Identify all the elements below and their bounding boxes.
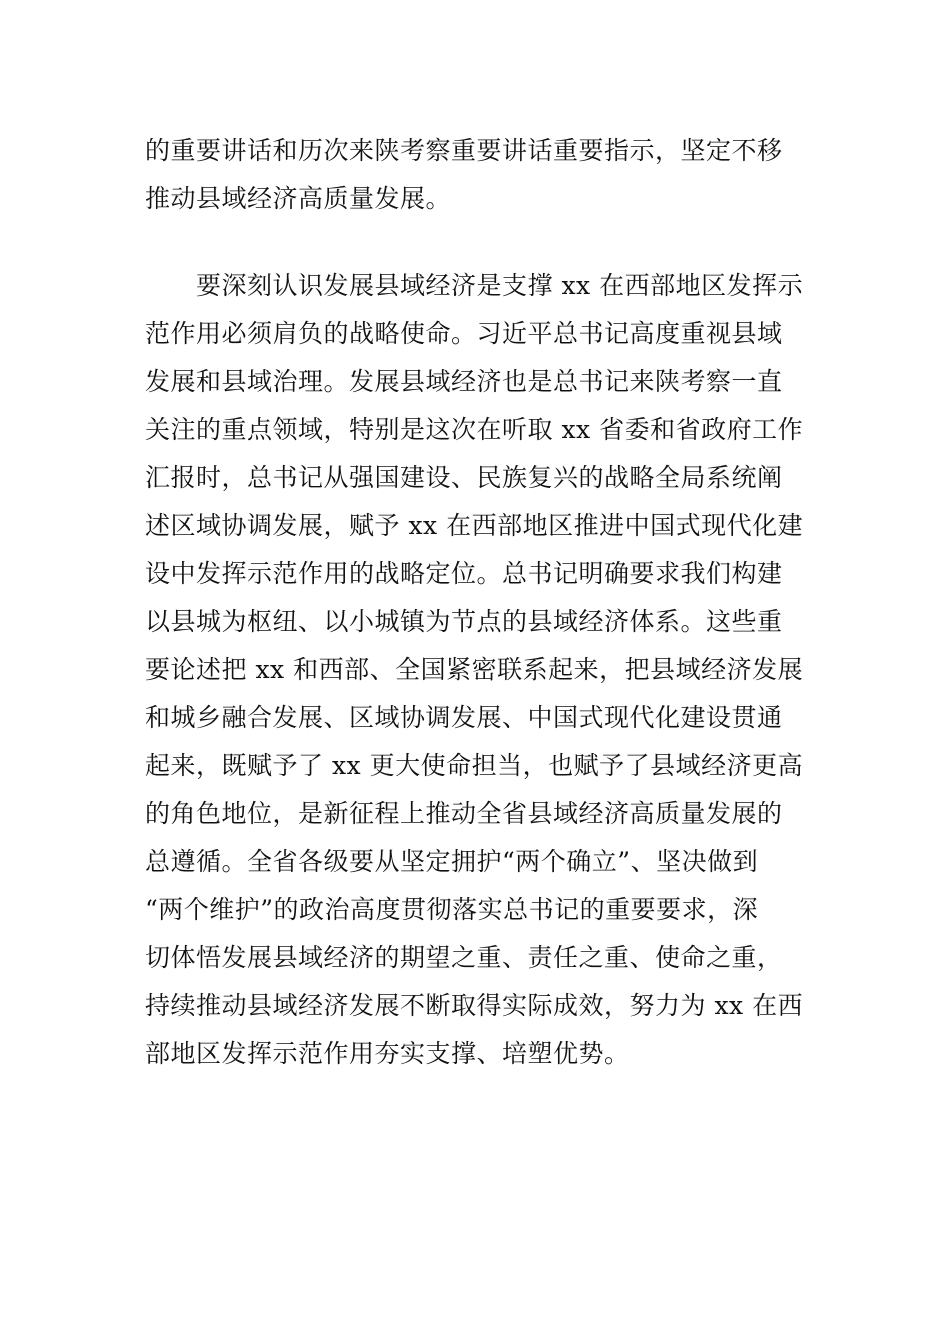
paragraph-line: 推动县域经济高质量发展。	[145, 184, 452, 213]
paragraph-line: 设中发挥示范作用的战略定位。总书记明确要求我们构建	[145, 559, 783, 588]
paragraph-line: 述区域协调发展，赋予 xx 在西部地区推进中国式现代化建	[145, 511, 804, 540]
paragraph-line: 持续推动县域经济发展不断取得实际成效，努力为 xx 在西	[145, 991, 804, 1020]
paragraph-line: 总遵循。全省各级要从坚定拥护“两个确立”、坚决做到	[145, 847, 759, 876]
paragraph-line: 要深刻认识发展县域经济是支撑 xx 在西部地区发挥示	[196, 271, 804, 300]
paragraph-line: 的角色地位，是新征程上推动全省县域经济高质量发展的	[145, 799, 783, 828]
paragraph-line: 发展和县域治理。发展县域经济也是总书记来陕考察一直	[145, 367, 783, 396]
paragraph-2	[145, 262, 805, 1078]
paragraph-line: 要论述把 xx 和西部、全国紧密联系起来，把县域经济发展	[145, 655, 804, 684]
paragraph-1	[145, 127, 805, 223]
paragraph-line: “两个维护”的政治高度贯彻落实总书记的重要要求，深	[145, 895, 759, 924]
paragraph-line: 关注的重点领域，特别是这次在听取 xx 省委和省政府工作	[145, 415, 804, 444]
paragraph-line: 的重要讲话和历次来陕考察重要讲话重要指示，坚定不移	[145, 136, 783, 165]
paragraph-line: 切体悟发展县域经济的期望之重、责任之重、使命之重，	[145, 943, 783, 972]
paragraph-line: 汇报时，总书记从强国建设、民族复兴的战略全局系统阐	[145, 463, 783, 492]
paragraph-line: 和城乡融合发展、区域协调发展、中国式现代化建设贯通	[145, 703, 783, 732]
paragraph-line: 以县城为枢纽、以小城镇为节点的县域经济体系。这些重	[145, 607, 783, 636]
paragraph-line: 部地区发挥示范作用夯实支撑、培塑优势。	[145, 1039, 630, 1068]
paragraph-line: 起来，既赋予了 xx 更大使命担当，也赋予了县域经济更高	[145, 751, 804, 780]
paragraph-line: 范作用必须肩负的战略使命。习近平总书记高度重视县域	[145, 319, 783, 348]
